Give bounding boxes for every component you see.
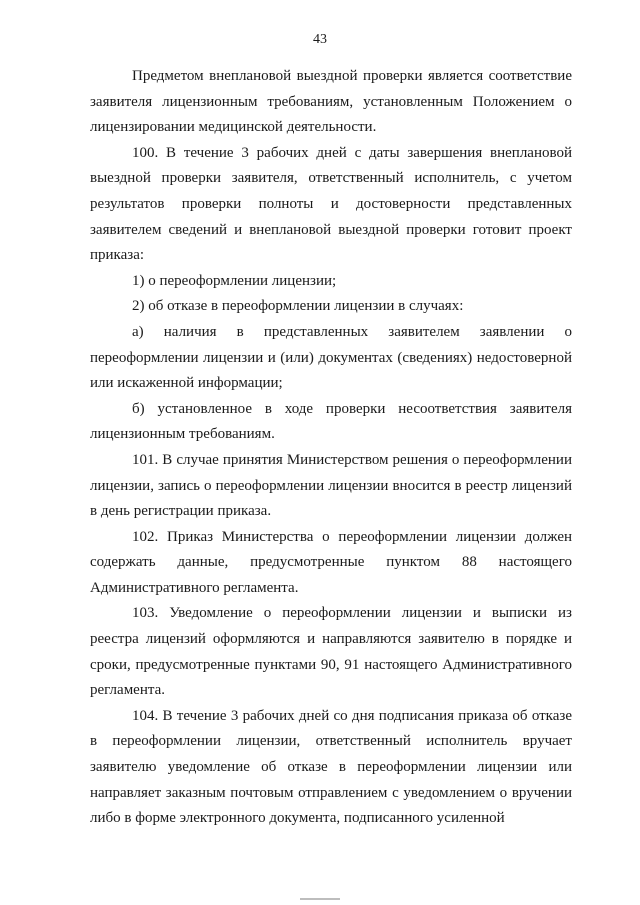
paragraph-101: 101. В случае принятия Министерством решения о переоформлении лицензии, запись о переоформлении лицензии вносится в реестр лицензий в день регистрации приказа. [90, 451, 572, 520]
paragraph-100-item-2b: б) установленное в ходе проверки несоответствия заявителя лицензионным требованиям. [90, 400, 572, 443]
paragraph-subject-of-inspection: Предметом внеплановой выездной проверки является соответствие заявителя лицензионным требованиям, установленным Положением о лицензировании медицинской деятельности. [90, 68, 572, 136]
paragraph-100-item-2a: а) наличия в представленных заявителем заявлении о переоформлении лицензии и (или) документах (сведениях) недостоверной или искаженной информации; [90, 323, 572, 392]
paragraph-103: 103. Уведомление о переоформлении лицензии и выписки из реестра лицензий оформляются и направляются заявителю в порядке и сроки, предусмотренные пунктами 90, 91 настоящего Административного регламента. [90, 605, 572, 699]
document-body [90, 64, 572, 832]
paragraph-100-item-2: 2) об отказе в переоформлении лицензии в случаях: [132, 298, 464, 315]
bottom-edge-mark [300, 898, 340, 900]
page-number: 43 [313, 32, 327, 47]
paragraph-102: 102. Приказ Министерства о переоформлении лицензии должен содержать данные, предусмотренные пунктом 88 настоящего Административного регламента. [90, 528, 572, 596]
paragraph-100-item-1: 1) о переоформлении лицензии; [132, 272, 337, 289]
paragraph-100: 100. В течение 3 рабочих дней с даты завершения внеплановой выездной проверки заявителя, ответственный исполнитель, с учетом результатов проверки полноты и достоверности представленных заявителем сведений и внеплановой выездной проверки готовит проект приказа: [90, 144, 572, 264]
paragraph-104: 104. В течение 3 рабочих дней со дня подписания приказа об отказе в переоформлении лицензии, ответственный исполнитель вручает заявителю уведомление об отказе в переоформлении лицензии или направляет заказным почтовым отправлением с уведомлением о вручении либо в форме электронного документа, подписанного усиленной [90, 707, 572, 827]
